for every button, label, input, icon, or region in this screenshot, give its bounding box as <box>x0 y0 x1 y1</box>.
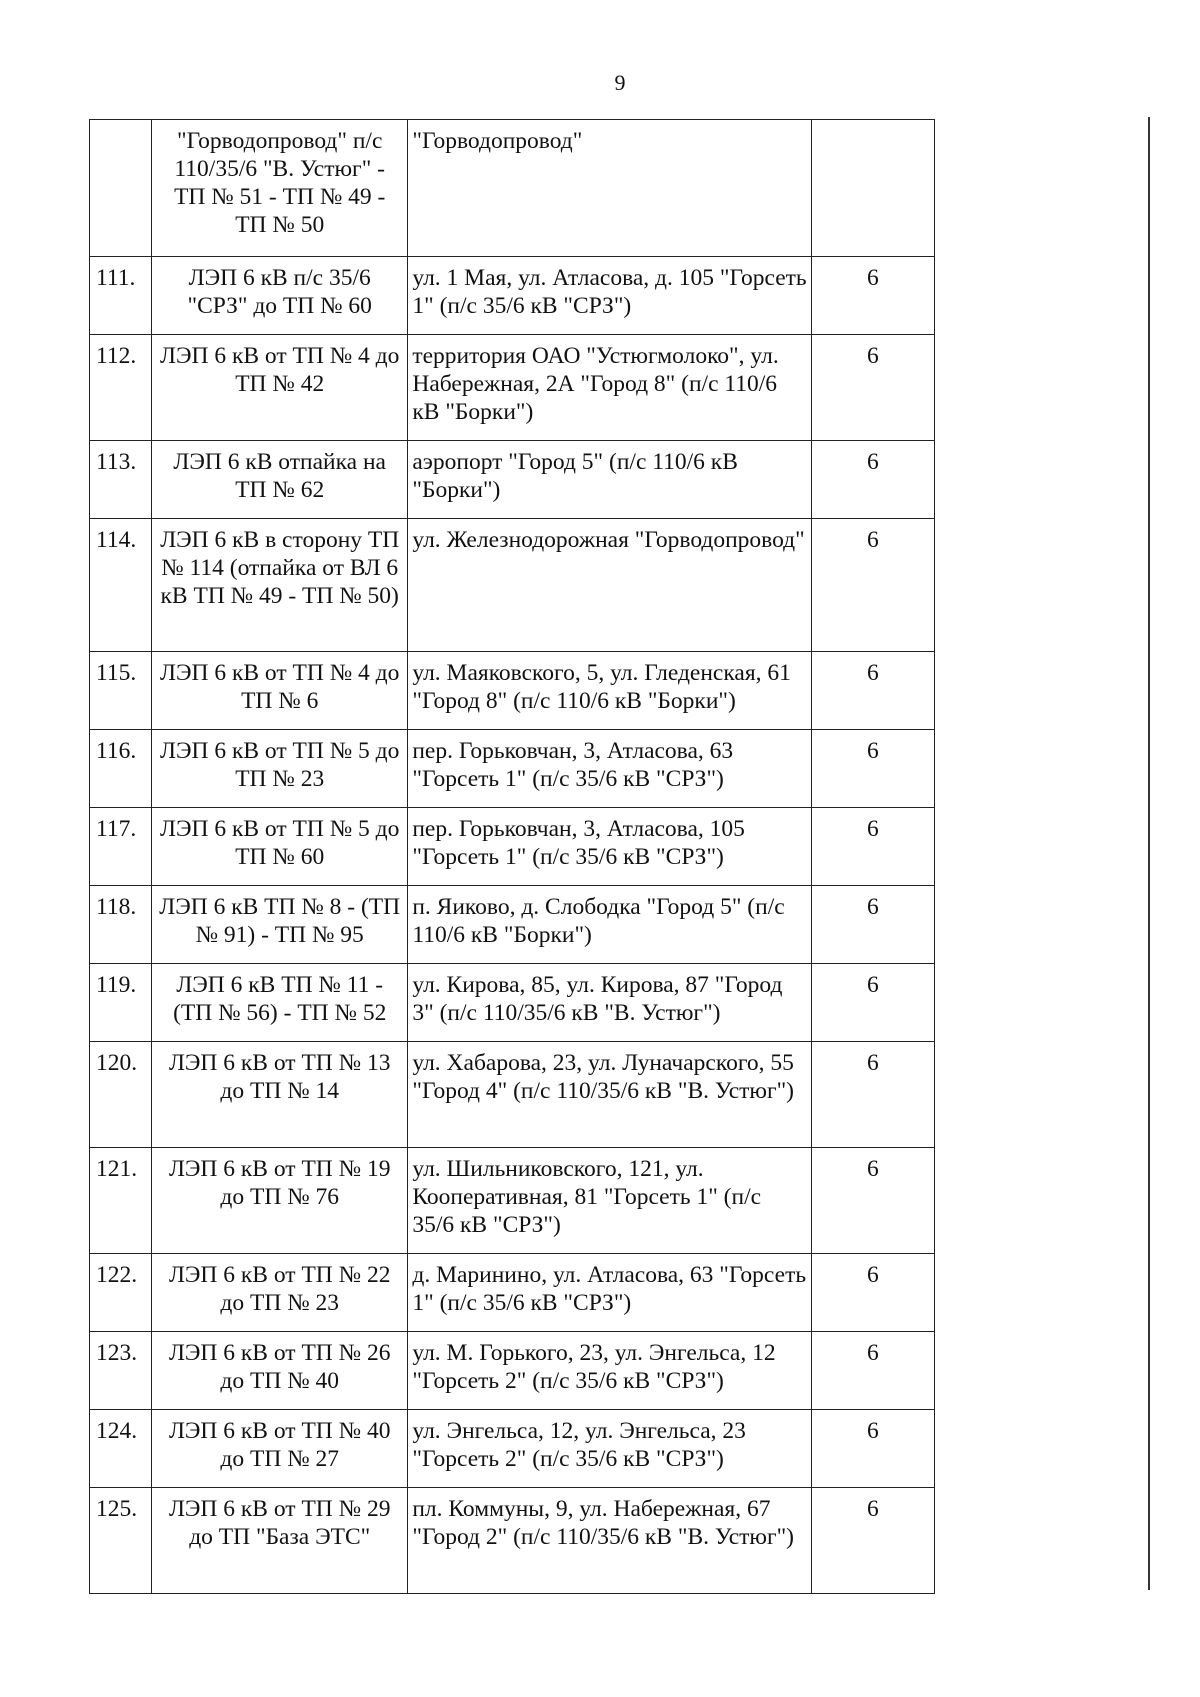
row-number-cell: 117. <box>90 808 152 886</box>
row-number-cell: 116. <box>90 730 152 808</box>
voltage-cell: 6 <box>811 519 934 652</box>
margin-rule <box>1148 117 1150 1590</box>
voltage-cell: 6 <box>811 808 934 886</box>
line-name-cell: ЛЭП 6 кВ от ТП № 22 до ТП № 23 <box>152 1254 408 1332</box>
table-row <box>90 886 935 964</box>
table-row <box>90 730 935 808</box>
address-cell: ул. Железнодорожная "Горводопровод" <box>408 519 811 652</box>
line-name-cell: ЛЭП 6 кВ п/с 35/6 "СРЗ" до ТП № 60 <box>152 257 408 335</box>
line-name-cell: ЛЭП 6 кВ от ТП № 26 до ТП № 40 <box>152 1332 408 1410</box>
voltage-cell: 6 <box>811 730 934 808</box>
row-number-cell: 118. <box>90 886 152 964</box>
address-cell: территория ОАО "Устюгмолоко", ул. Набережная, 2А "Город 8" (п/с 110/6 кВ "Борки") <box>408 335 811 441</box>
table-row <box>90 120 935 257</box>
address-cell: ул. Хабарова, 23, ул. Луначарского, 55 "Город 4" (п/с 110/35/6 кВ "В. Устюг") <box>408 1042 811 1148</box>
row-number-cell: 114. <box>90 519 152 652</box>
row-number-cell: 113. <box>90 441 152 519</box>
line-name-cell: ЛЭП 6 кВ от ТП № 4 до ТП № 6 <box>152 652 408 730</box>
table-row <box>90 652 935 730</box>
table-row <box>90 1148 935 1254</box>
row-number-cell: 125. <box>90 1488 152 1594</box>
voltage-cell: 6 <box>811 1148 934 1254</box>
line-name-cell: ЛЭП 6 кВ от ТП № 5 до ТП № 23 <box>152 730 408 808</box>
row-number-cell: 122. <box>90 1254 152 1332</box>
table-row <box>90 335 935 441</box>
line-name-cell: ЛЭП 6 кВ от ТП № 40 до ТП № 27 <box>152 1410 408 1488</box>
voltage-cell: 6 <box>811 441 934 519</box>
row-number-cell: 111. <box>90 257 152 335</box>
row-number-cell <box>90 120 152 257</box>
address-cell: ул. 1 Мая, ул. Атласова, д. 105 "Горсеть 1" (п/с 35/6 кВ "СРЗ") <box>408 257 811 335</box>
voltage-cell: 6 <box>811 1042 934 1148</box>
address-cell: ул. М. Горького, 23, ул. Энгельса, 12 "Горсеть 2" (п/с 35/6 кВ "СРЗ") <box>408 1332 811 1410</box>
row-number-cell: 120. <box>90 1042 152 1148</box>
row-number-cell: 123. <box>90 1332 152 1410</box>
table-row <box>90 808 935 886</box>
address-cell: ул. Энгельса, 12, ул. Энгельса, 23 "Горсеть 2" (п/с 35/6 кВ "СРЗ") <box>408 1410 811 1488</box>
address-cell: ул. Кирова, 85, ул. Кирова, 87 "Город 3" (п/с 110/35/6 кВ "В. Устюг") <box>408 964 811 1042</box>
address-cell: д. Маринино, ул. Атласова, 63 "Горсеть 1" (п/с 35/6 кВ "СРЗ") <box>408 1254 811 1332</box>
row-number-cell: 119. <box>90 964 152 1042</box>
table-row <box>90 1488 935 1594</box>
line-name-cell: ЛЭП 6 кВ в сторону ТП № 114 (отпайка от ВЛ 6 кВ ТП № 49 - ТП № 50) <box>152 519 408 652</box>
line-name-cell: ЛЭП 6 кВ от ТП № 19 до ТП № 76 <box>152 1148 408 1254</box>
row-number-cell: 124. <box>90 1410 152 1488</box>
address-cell: ул. Шильниковского, 121, ул. Кооперативная, 81 "Горсеть 1" (п/с 35/6 кВ "СРЗ") <box>408 1148 811 1254</box>
address-cell: пер. Горьковчан, 3, Атласова, 105 "Горсеть 1" (п/с 35/6 кВ "СРЗ") <box>408 808 811 886</box>
voltage-cell: 6 <box>811 652 934 730</box>
line-name-cell: ЛЭП 6 кВ ТП № 8 - (ТП № 91) - ТП № 95 <box>152 886 408 964</box>
table-row <box>90 1042 935 1148</box>
address-cell: пл. Коммуны, 9, ул. Набережная, 67 "Город 2" (п/с 110/35/6 кВ "В. Устюг") <box>408 1488 811 1594</box>
line-name-cell: ЛЭП 6 кВ от ТП № 5 до ТП № 60 <box>152 808 408 886</box>
table-body <box>90 120 935 1594</box>
voltage-cell: 6 <box>811 1332 934 1410</box>
page-number: 9 <box>614 70 626 95</box>
table-row <box>90 519 935 652</box>
voltage-cell: 6 <box>811 886 934 964</box>
row-number-cell: 112. <box>90 335 152 441</box>
voltage-cell: 6 <box>811 257 934 335</box>
voltage-cell: 6 <box>811 1254 934 1332</box>
table-row <box>90 1254 935 1332</box>
line-name-cell: "Горводопровод" п/с 110/35/6 "В. Устюг" - ТП № 51 - ТП № 49 - ТП № 50 <box>152 120 408 257</box>
table-row <box>90 1332 935 1410</box>
line-name-cell: ЛЭП 6 кВ от ТП № 4 до ТП № 42 <box>152 335 408 441</box>
address-cell: пер. Горьковчан, 3, Атласова, 63 "Горсеть 1" (п/с 35/6 кВ "СРЗ") <box>408 730 811 808</box>
table-row <box>90 441 935 519</box>
voltage-cell: 6 <box>811 1410 934 1488</box>
table-row <box>90 1410 935 1488</box>
line-name-cell: ЛЭП 6 кВ от ТП № 13 до ТП № 14 <box>152 1042 408 1148</box>
voltage-cell: 6 <box>811 335 934 441</box>
voltage-cell: 6 <box>811 964 934 1042</box>
address-cell: ул. Маяковского, 5, ул. Гледенская, 61 "Город 8" (п/с 110/6 кВ "Борки") <box>408 652 811 730</box>
line-name-cell: ЛЭП 6 кВ отпайка на ТП № 62 <box>152 441 408 519</box>
voltage-cell <box>811 120 934 257</box>
table-row <box>90 964 935 1042</box>
line-name-cell: ЛЭП 6 кВ от ТП № 29 до ТП "База ЭТС" <box>152 1488 408 1594</box>
address-cell: п. Яиково, д. Слободка "Город 5" (п/с 110/6 кВ "Борки") <box>408 886 811 964</box>
address-cell: "Горводопровод" <box>408 120 811 257</box>
line-name-cell: ЛЭП 6 кВ ТП № 11 - (ТП № 56) - ТП № 52 <box>152 964 408 1042</box>
row-number-cell: 115. <box>90 652 152 730</box>
address-cell: аэропорт "Город 5" (п/с 110/6 кВ "Борки") <box>408 441 811 519</box>
voltage-cell: 6 <box>811 1488 934 1594</box>
power-lines-table <box>89 119 935 1594</box>
row-number-cell: 121. <box>90 1148 152 1254</box>
table-row <box>90 257 935 335</box>
